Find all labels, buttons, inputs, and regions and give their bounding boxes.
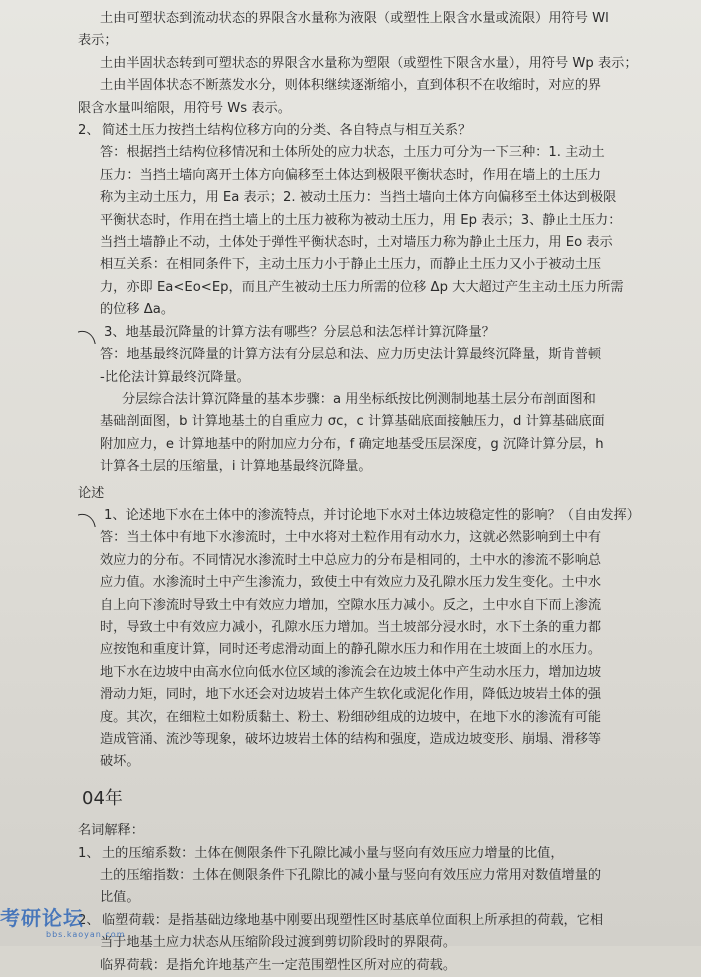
question-title: 简述土压力按挡土结构位移方向的分类、各自特点与相互关系？ <box>102 123 472 139</box>
answer-line: -比伦法计算最终沉降量。 <box>100 369 250 385</box>
answer-line: 地下水在边坡中由高水位向低水位区域的渗流会在边坡土体中产生动水压力，增加边坡 <box>100 664 602 680</box>
section-label: 名词解释： <box>78 823 144 839</box>
question-number: 2、 <box>78 123 100 139</box>
answer-line: 计算各土层的压缩量，i 计算地基最终沉降量。 <box>100 459 372 475</box>
question-number: 3、 <box>104 324 126 340</box>
discussion-section <box>78 483 661 774</box>
answer-line: 平衡状态时，作用在挡土墙上的土压力被称为被动土压力，用 Ep 表示；3、静止土压力： <box>100 212 622 228</box>
term-line: 比值。 <box>100 890 140 906</box>
term-line: 临塑荷载：是指基础边缘地基中刚要出现塑性区时基底单位面积上所承担的荷载，它相 <box>102 912 604 928</box>
term-line: 当于地基土应力状态从压缩阶段过渡到剪切阶段时的界限荷。 <box>100 935 457 951</box>
text-line: 土由半固体状态不断蒸发水分，则体积继续逐渐缩小，直到体积不在收缩时，对应的界 <box>100 78 602 94</box>
question-number: 1、 <box>104 507 126 523</box>
watermark-url: bbs.kaoyan.com <box>46 929 126 939</box>
answer-line: 应按饱和重度计算，同时还考虑滑动面上的静孔隙水压力和作用在土坡面上的水压力。 <box>100 642 602 658</box>
forum-watermark <box>0 907 126 946</box>
answer-line: 称为主动土压力，用 Ea 表示；2. 被动土压力：当挡土墙向土体方向偏移至土体达到极限 <box>100 190 617 206</box>
answer-line: 的位移 Δa。 <box>100 302 175 318</box>
answer-line: 压力：当挡土墙向离开土体方向偏移至土体达到极限平衡状态时，作用在墙上的土压力 <box>100 167 602 183</box>
answer-line: 时，导致土中有效应力减小，孔隙水压力增加。当土坡部分浸水时，水下土条的重力都 <box>100 619 602 635</box>
answer-line: 答：当土体中有地下水渗流时，土中水将对土粒作用有动水力，这就必然影响到土中有 <box>100 530 602 546</box>
text-line: 限含水量叫缩限，用符号 Ws 表示。 <box>78 100 291 116</box>
answer-line: 答：根据挡土结构位移情况和土体所处的应力状态，土压力可分为一下三种：1. 主动土 <box>100 145 605 161</box>
watermark-text: 考研论坛 <box>0 906 84 931</box>
answer-line: 度。其次，在细粒土如粉质黏土、粉土、粉细砂组成的边坡中，在地下水的渗流有可能 <box>100 709 602 725</box>
answer-line: 附加应力，e 计算地基中的附加应力分布，f 确定地基受压层深度，g 沉降计算分层，h <box>100 436 604 452</box>
item-number: 1、 <box>78 845 100 861</box>
term-line: 土的压缩系数：土体在侧限条件下孔隙比减小量与竖向有效压应力增量的比值， <box>102 845 564 861</box>
question-title: 论述地下水在土体中的渗流特点，并讨论地下水对土体边坡稳定性的影响？（自由发挥） <box>125 507 640 523</box>
text-line: 表示； <box>78 33 118 49</box>
liquid-plastic-limit-block <box>78 8 661 120</box>
answer-line: 造成管涌、流沙等现象，破坏边坡岩土体的结构和强度，造成边坡变形、崩塌、滑移等 <box>100 732 602 747</box>
answer-line: 自上向下渗流时导致土中有效应力增加，空隙水压力减小。反之，土中水自下而上渗流 <box>100 597 602 613</box>
answer-line: 力，亦即 Ea<Eo<Ep，而且产生被动土压力所需的位移 Δp 大大超过产生主动土压力所需 <box>100 279 624 295</box>
terms-section <box>78 820 661 977</box>
question-title: 地基最沉降量的计算方法有哪些？分层总和法怎样计算沉降量？ <box>125 324 495 340</box>
answer-line: 答：地基最终沉降量的计算方法有分层总和法、应力历史法计算最终沉降量，斯肯普顿 <box>100 347 602 363</box>
answer-line: 滑动力矩，同时，地下水还会对边坡岩土体产生软化或泥化作用，降低边坡岩土体的强 <box>100 687 602 703</box>
year-heading: 04年 <box>82 787 123 809</box>
answer-line: 应力值。水渗流时土中产生渗流力，致使土中有效应力及孔隙水压力发生变化。土中水 <box>100 575 602 591</box>
section-label: 论述 <box>78 485 105 501</box>
answer-line: 分层综合法计算沉降量的基本步骤：a 用坐标纸按比例测制地基土层分布剖面图和 <box>122 391 596 407</box>
term-line: 临界荷载：是指允许地基产生一定范围塑性区所对应的荷载。 <box>100 957 457 973</box>
item-number: 2、 <box>78 912 100 928</box>
question-2 <box>78 120 661 322</box>
term-line: 土的压缩指数：土体在侧限条件下孔隙比的减小量与竖向有效压应力常用对数值增量的 <box>100 868 602 884</box>
answer-line: 破坏。 <box>100 754 140 770</box>
question-3 <box>78 322 661 479</box>
text-line: 土由可塑状态到流动状态的界限含水量称为液限（或塑性上限含水量或流限）用符号 Wl <box>100 11 609 26</box>
answer-line: 相互关系：在相同条件下，主动土压力小于静止土压力，而静止土压力又小于被动土压 <box>100 257 602 273</box>
answer-line: 效应力的分布。不同情况水渗流时土中总应力的分布是相同的，土中水的渗流不影响总 <box>100 552 602 568</box>
answer-line: 当挡土墙静止不动，土体处于弹性平衡状态时，土对墙压力称为静止土压力，用 Eo 表示 <box>100 235 613 251</box>
answer-line: 基础剖面图，b 计算地基土的自重应力 σc，c 计算基础底面接触压力，d 计算基础底面 <box>100 414 605 430</box>
text-line: 土由半固状态转到可塑状态的界限含水量称为塑限（或塑性下限含水量），用符号 Wp 表示； <box>100 55 638 71</box>
